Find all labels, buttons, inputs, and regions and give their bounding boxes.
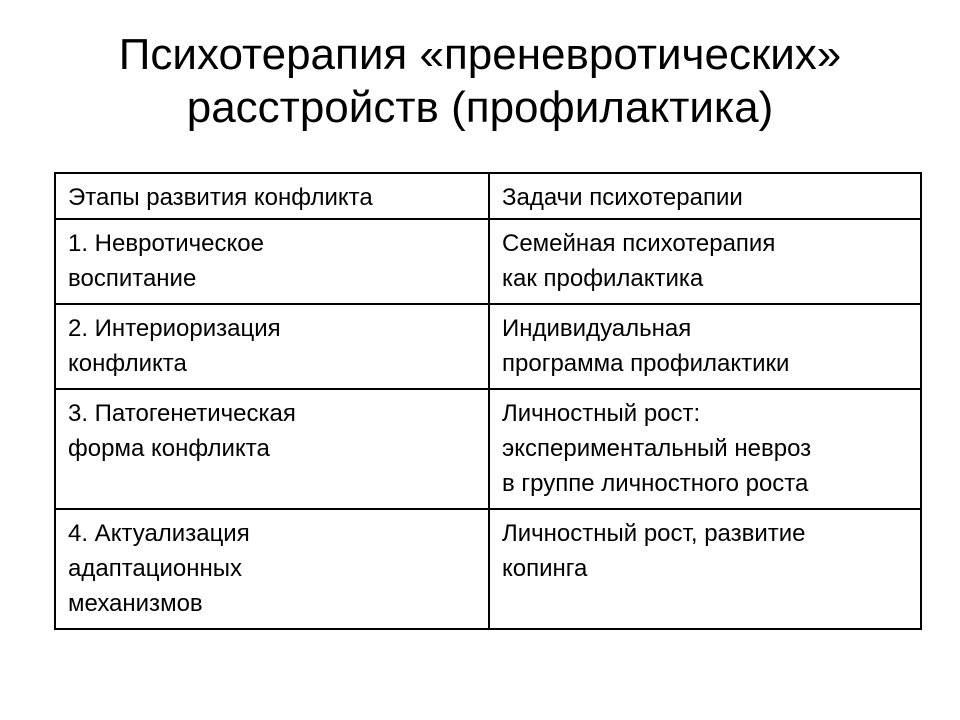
header-cell-tasks: Задачи психотерапии: [489, 173, 921, 219]
cell-line: адаптационных: [68, 555, 243, 582]
table-header-row: [55, 173, 921, 219]
stage-cell: [55, 389, 489, 509]
cell-line: Индивидуальная: [502, 315, 692, 342]
cell-line: механизмов: [68, 590, 203, 617]
cell-line: Личностный рост, развитие: [502, 520, 806, 547]
cell-line: конфликта: [68, 350, 187, 377]
task-cell: [489, 389, 921, 509]
table-row: [55, 509, 921, 629]
cell-line: 2. Интериоризация: [68, 315, 281, 342]
cell-line: в группе личностного роста: [502, 470, 809, 497]
cell-line: 1. Невротическое: [68, 230, 264, 257]
slide-title-line-1: Психотерапия «преневротических»: [118, 30, 842, 79]
cell-line: 3. Патогенетическая: [68, 400, 296, 427]
cell-line: Личностный рост:: [502, 400, 701, 427]
cell-line: 4. Актуализация: [68, 520, 250, 547]
cell-line: форма конфликта: [68, 435, 270, 462]
stages-table: [54, 172, 922, 630]
cell-line: программа профилактики: [502, 350, 790, 377]
stage-cell: [55, 304, 489, 389]
header-cell-stages: Этапы развития конфликта: [55, 173, 489, 219]
slide-title-line-2: расстройств (профилактика): [186, 83, 774, 132]
task-cell: [489, 219, 921, 304]
cell-line: Семейная психотерапия: [502, 230, 776, 257]
task-cell: [489, 509, 921, 629]
cell-line: экспериментальный невроз: [502, 435, 812, 462]
table-row: [55, 389, 921, 509]
stage-cell: [55, 219, 489, 304]
table-row: [55, 304, 921, 389]
slide-title: [0, 28, 960, 134]
cell-line: копинга: [502, 555, 588, 582]
table-row: [55, 219, 921, 304]
task-cell: [489, 304, 921, 389]
cell-line: как профилактика: [502, 265, 704, 292]
stage-cell: [55, 509, 489, 629]
cell-line: воспитание: [68, 265, 197, 292]
